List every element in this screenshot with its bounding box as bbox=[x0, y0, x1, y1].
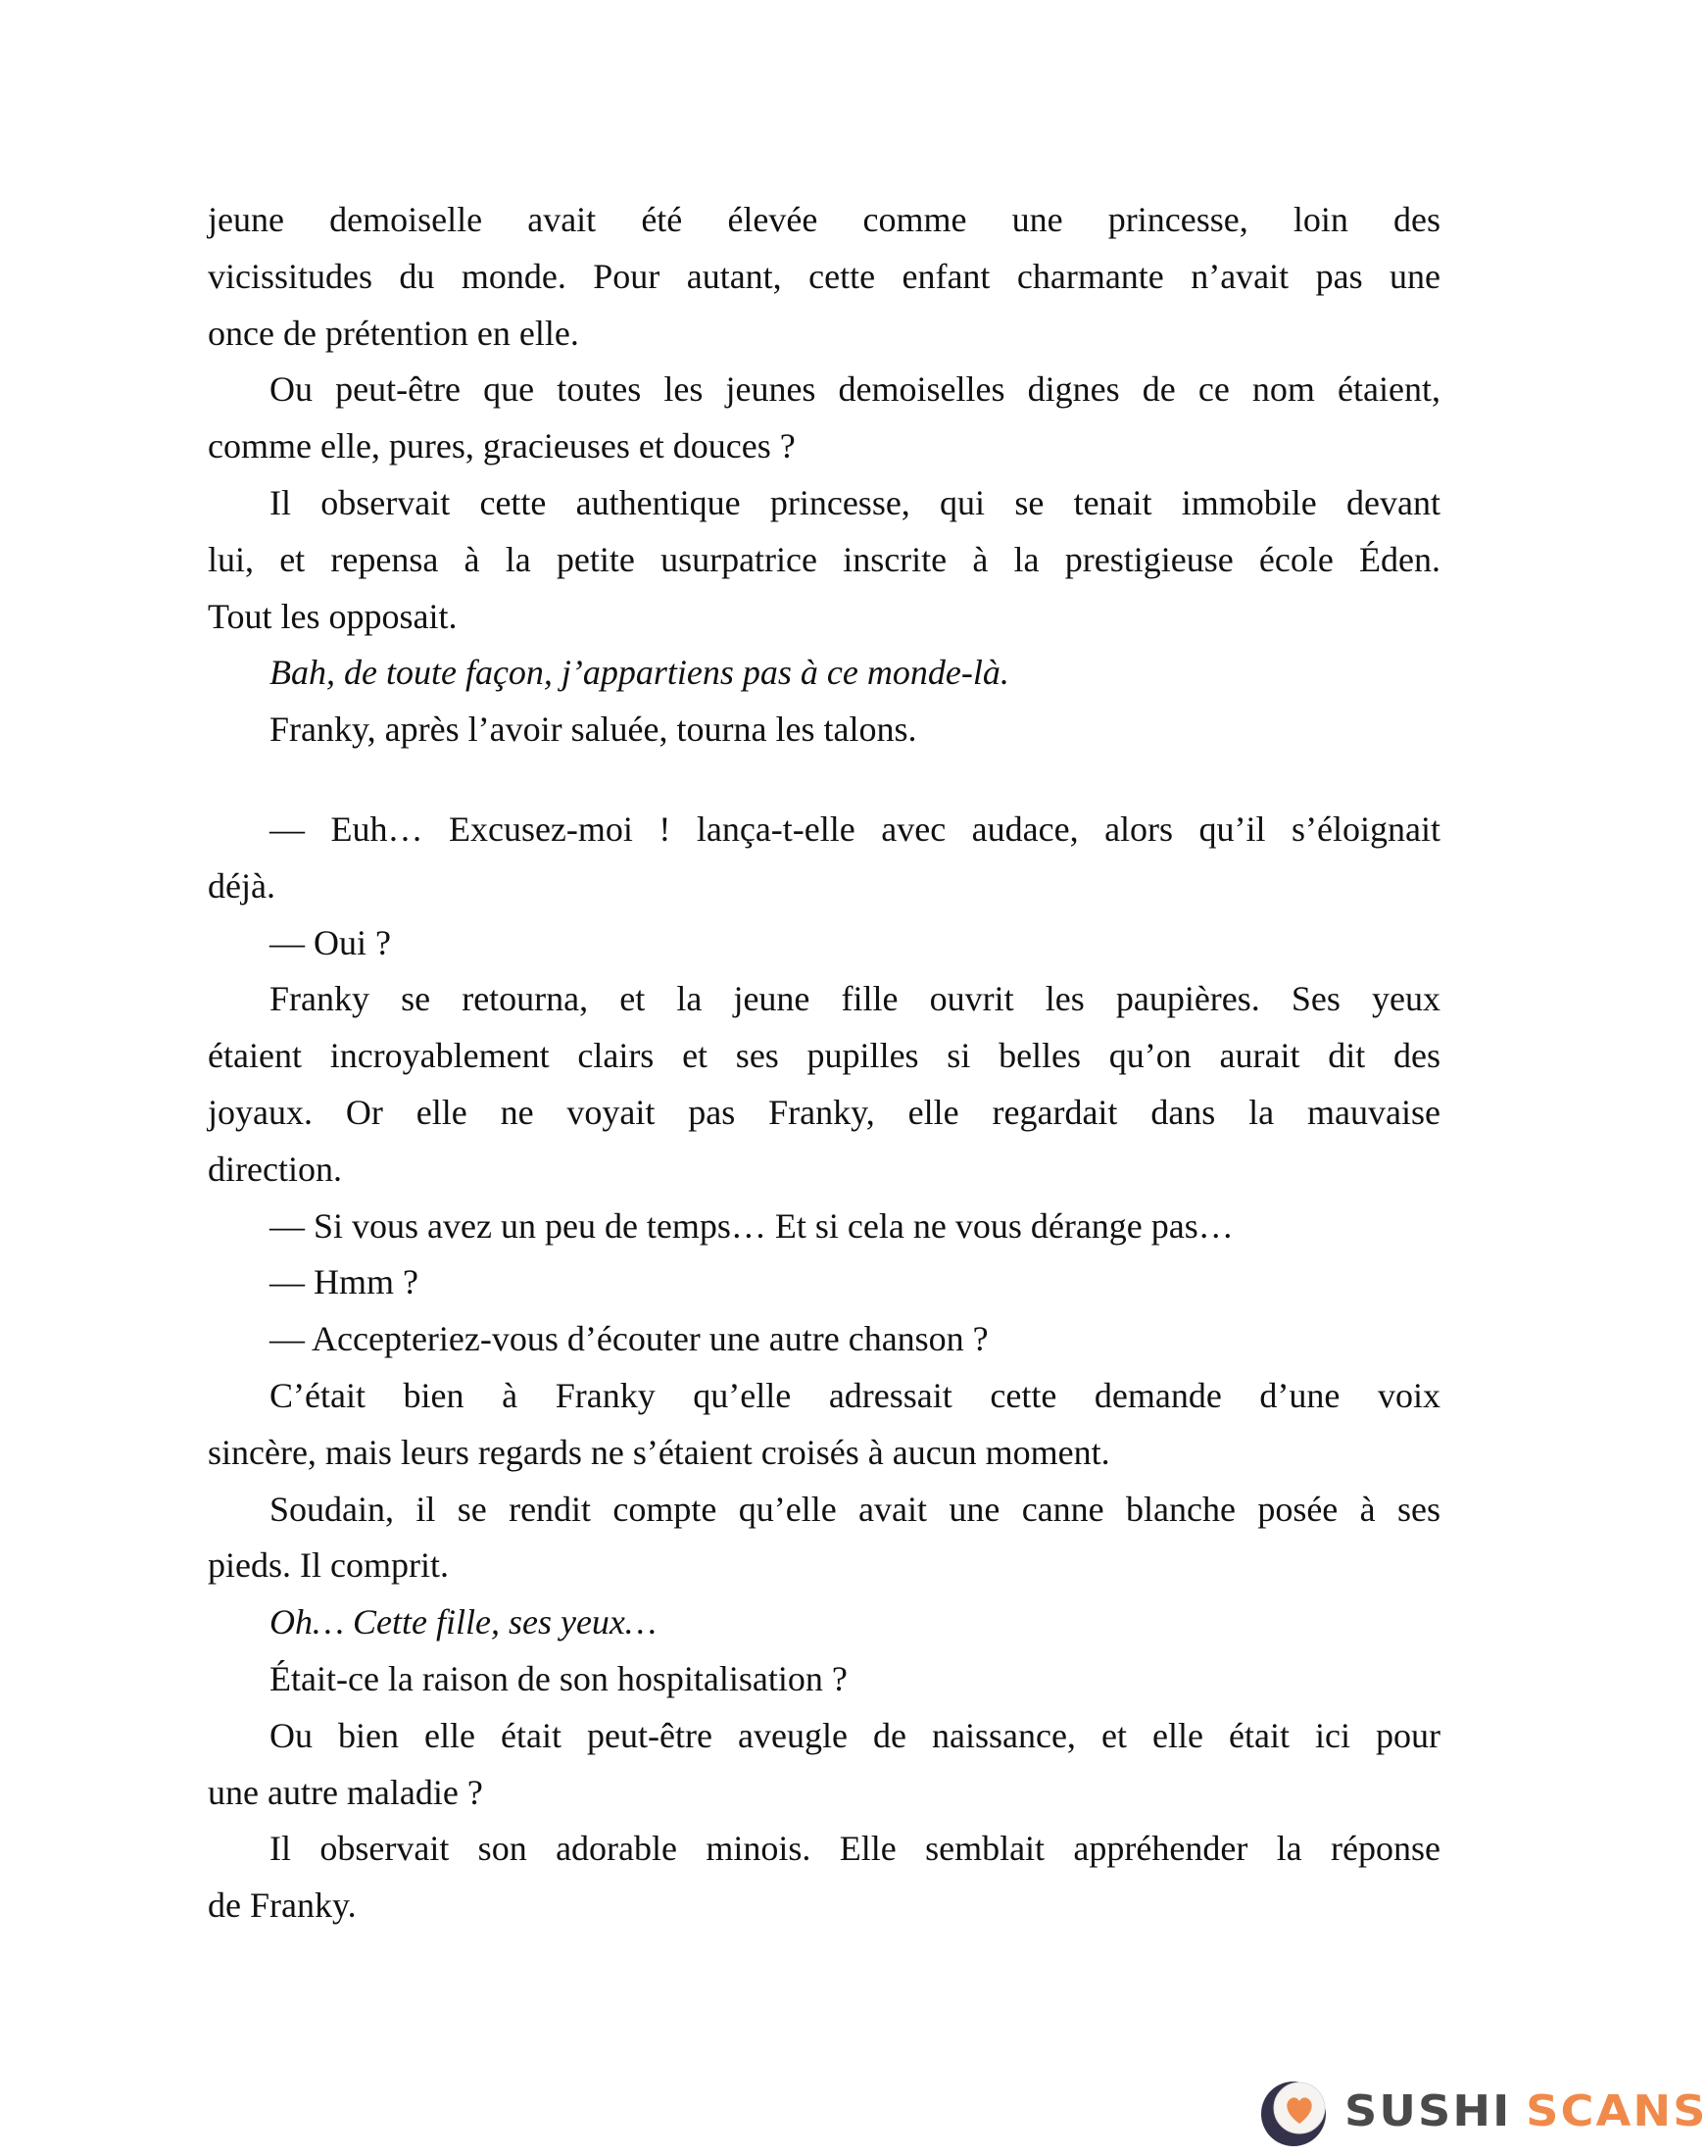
text-line: vicissitudes du monde. Pour autant, cette enfant charmante n’avait pas une bbox=[208, 256, 1440, 296]
page-text bbox=[208, 192, 1440, 1935]
text-line: — Accepteriez-vous d’écouter une autre chanson ? bbox=[269, 1319, 989, 1359]
text-line-italic: Oh… Cette fille, ses yeux… bbox=[269, 1602, 657, 1642]
watermark-text: SUSHI SCANS bbox=[1344, 2086, 1708, 2136]
text-line-italic: Bah, de toute façon, j’appartiens pas à ce monde-là. bbox=[269, 653, 1009, 693]
text-line: comme elle, pures, gracieuses et douces ? bbox=[208, 426, 796, 466]
text-line: Tout les opposait. bbox=[208, 596, 458, 636]
text-line: once de prétention en elle. bbox=[208, 313, 579, 353]
text-line: Il observait son adorable minois. Elle semblait appréhender la réponse bbox=[269, 1829, 1440, 1869]
text-line: Franky se retourna, et la jeune fille ouvrit les paupières. Ses yeux bbox=[269, 979, 1440, 1019]
text-line: — Euh… Excusez-moi ! lança-t-elle avec audace, alors qu’il s’éloignait bbox=[269, 808, 1440, 849]
text-line: — Oui ? bbox=[269, 922, 391, 962]
text-line: lui, et repensa à la petite usurpatrice inscrite à la prestigieuse école Éden. bbox=[208, 539, 1440, 579]
text-line: — Si vous avez un peu de temps… Et si cela ne vous dérange pas… bbox=[269, 1205, 1234, 1246]
text-line: Soudain, il se rendit compte qu’elle avait une canne blanche posée à ses bbox=[269, 1489, 1440, 1529]
text-line: déjà. bbox=[208, 865, 275, 906]
text-line: Franky, après l’avoir saluée, tourna les talons. bbox=[269, 710, 917, 750]
text-line: C’était bien à Franky qu’elle adressait cette demande d’une voix bbox=[269, 1375, 1440, 1415]
text-line: pieds. Il comprit. bbox=[208, 1545, 449, 1586]
sushi-roll-heart-icon bbox=[1254, 2073, 1333, 2151]
sushi-scans-watermark bbox=[1254, 2073, 1708, 2151]
text-line: direction. bbox=[208, 1149, 342, 1189]
text-line: jeune demoiselle avait été élevée comme une princesse, loin des bbox=[208, 200, 1440, 239]
text-line: étaient incroyablement clairs et ses pupilles si belles qu’on aurait dit des bbox=[208, 1036, 1440, 1076]
text-line: Ou peut-être que toutes les jeunes demoiselles dignes de ce nom étaient, bbox=[269, 369, 1440, 410]
text-line: sincère, mais leurs regards ne s’étaient croisés à aucun moment. bbox=[208, 1432, 1110, 1472]
text-line: Ou bien elle était peut-être aveugle de naissance, et elle était ici pour bbox=[269, 1715, 1440, 1755]
text-line: une autre maladie ? bbox=[208, 1772, 483, 1812]
scene-break bbox=[208, 759, 1440, 802]
text-line: de Franky. bbox=[208, 1886, 357, 1926]
text-line: Il observait cette authentique princesse, qui se tenait immobile devant bbox=[269, 482, 1440, 522]
text-line: joyaux. Or elle ne voyait pas Franky, elle regardait dans la mauvaise bbox=[208, 1092, 1440, 1132]
text-line: — Hmm ? bbox=[269, 1262, 418, 1302]
text-line: Était-ce la raison de son hospitalisation ? bbox=[269, 1658, 848, 1698]
